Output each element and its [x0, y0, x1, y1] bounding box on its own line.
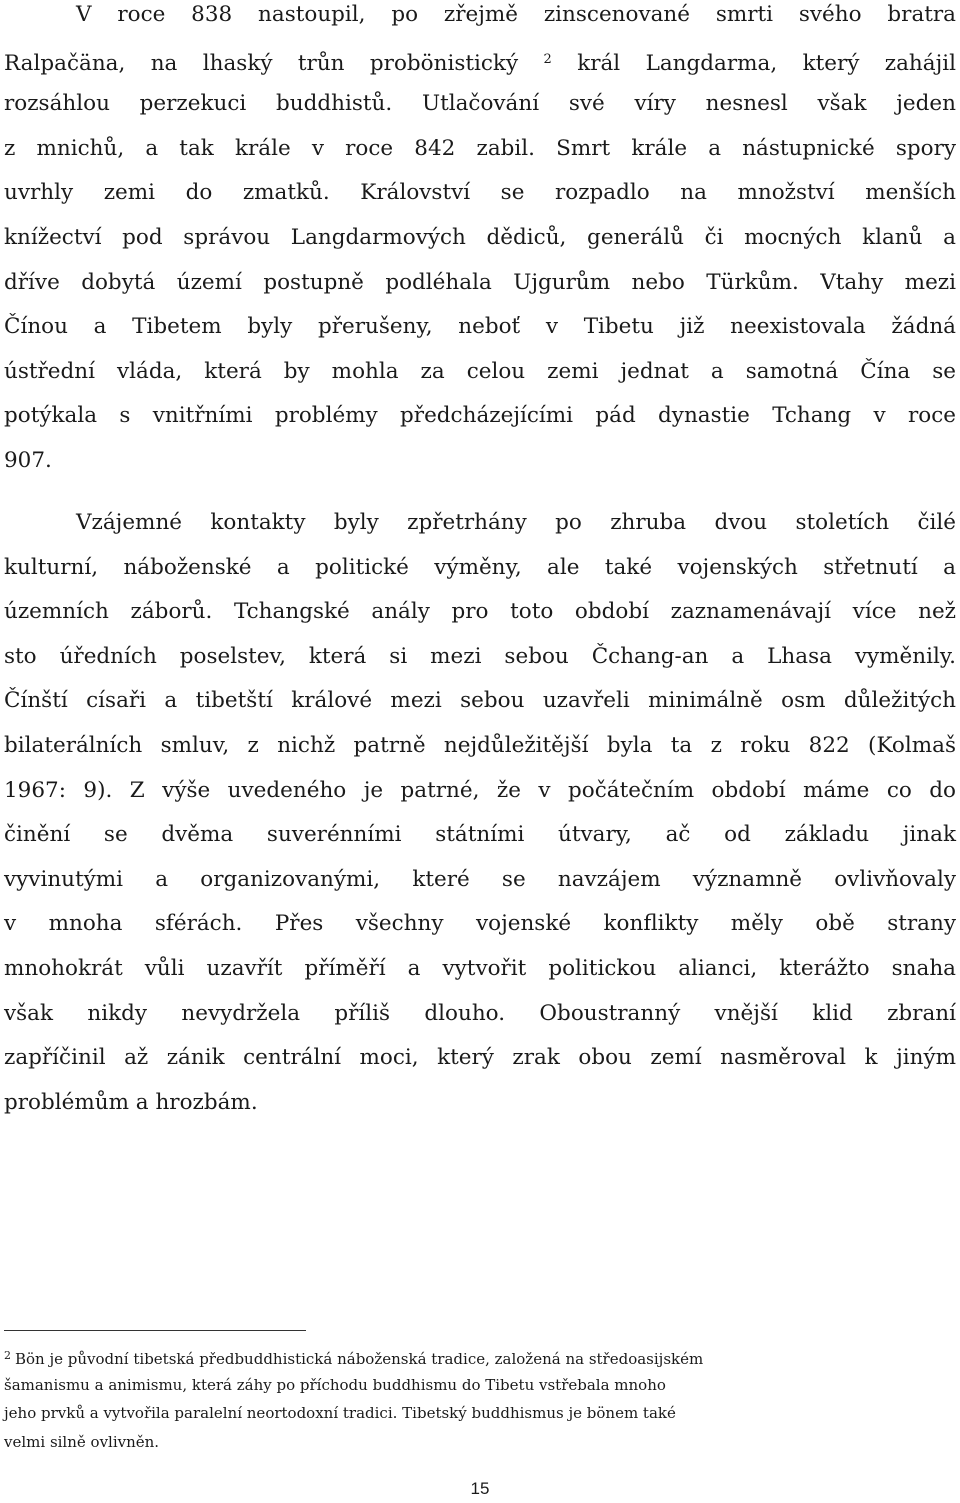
paragraph-line: 907. — [4, 447, 52, 473]
paragraph-line: územních záborů. Tchangské anály pro toto období zaznamenávají více než — [4, 599, 956, 625]
paragraph-2 — [4, 508, 956, 1132]
paragraph-line: z mnichů, a tak krále v roce 842 zabil. Smrt krále a nástupnické spory — [4, 135, 956, 161]
footnote-separator — [4, 1330, 306, 1331]
paragraph-line: knížectví pod správou Langdarmových dědiců, generálů či mocných klanů a — [4, 224, 956, 250]
paragraph-line: potýkala s vnitřními problémy předcházejícími pád dynastie Tchang v roce — [4, 403, 956, 429]
paragraph-line: činění se dvěma suverénními státními útvary, ač od základu jinak — [4, 822, 956, 848]
page-number: 15 — [470, 1479, 490, 1498]
paragraph-line: Čínou a Tibetem byly přerušeny, neboť v Tibetu již neexistovala žádná — [4, 314, 956, 340]
paragraph-line: dříve dobytá území postupně podléhala Ujgurům nebo Türkům. Vtahy mezi — [4, 269, 956, 295]
paragraph-line: vyvinutými a organizovanými, které se navzájem významně ovlivňovaly — [4, 866, 956, 892]
paragraph-1 — [4, 0, 956, 491]
paragraph-line-text: Ralpačäna, na lhaský trůn probönistický — [4, 50, 519, 76]
paragraph-line — [4, 45, 956, 90]
paragraph-line: rozsáhlou perzekuci buddhistů. Utlačování své víry nesnesl však jeden — [4, 91, 956, 117]
footnote-line — [4, 1345, 956, 1374]
footnote-reference[interactable]: 2 — [543, 51, 552, 67]
paragraph-line: uvrhly zemi do zmatků. Království se rozpadlo na množství menších — [4, 180, 956, 206]
footnote-marker: 2 — [4, 1349, 11, 1362]
paragraph-line: zapříčinil až zánik centrální moci, který zrak obou zemí nasměroval k jiným — [4, 1045, 956, 1071]
paragraph-line-text: král Langdarma, který zahájil — [577, 50, 957, 76]
paragraph-line: Vzájemné kontakty byly zpřetrhány po zhruba dvou stoletích čilé — [76, 510, 956, 535]
footnote-line-text: Bön je původní tibetská předbuddhistická náboženská tradice, založená na středoasijském — [15, 1350, 704, 1368]
footnote-line: šamanismu a animismu, která záhy po příchodu buddhismu do Tibetu vstřebala mnoho — [4, 1375, 666, 1394]
paragraph-line: problémům a hrozbám. — [4, 1089, 258, 1115]
paragraph-line: 1967: 9). Z výše uvedeného je patrné, že v počátečním období máme co do — [4, 777, 956, 803]
paragraph-line: V roce 838 nastoupil, po zřejmě zinscenované smrti svého bratra — [76, 2, 956, 27]
footnote-line: velmi silně ovlivněn. — [4, 1432, 160, 1451]
footnote — [4, 1345, 956, 1459]
paragraph-line: Čínští císaři a tibetští králové mezi sebou uzavřeli minimálně osm důležitých — [4, 688, 956, 714]
paragraph-line: bilaterálních smluv, z nichž patrně nejdůležitější byla ta z roku 822 (Kolmaš — [4, 732, 956, 758]
paragraph-line: mnohokrát vůli uzavřít příměří a vytvořit politickou alianci, kterážto snaha — [4, 955, 956, 981]
paragraph-line: kulturní, náboženské a politické výměny, ale také vojenských střetnutí a — [4, 554, 956, 580]
paragraph-line: v mnoha sférách. Přes všechny vojenské konflikty měly obě strany — [4, 911, 956, 937]
paragraph-line: sto úředních poselstev, která si mezi sebou Čchang-an a Lhasa vyměnily. — [4, 643, 956, 669]
paragraph-line: však nikdy nevydržela příliš dlouho. Oboustranný vnější klid zbraní — [4, 1000, 956, 1026]
footnote-line: jeho prvků a vytvořila paralelní neortodoxní tradici. Tibetský buddhismus je bönem také — [4, 1404, 676, 1422]
paragraph-line: ústřední vláda, která by mohla za celou zemi jednat a samotná Čína se — [4, 358, 956, 384]
